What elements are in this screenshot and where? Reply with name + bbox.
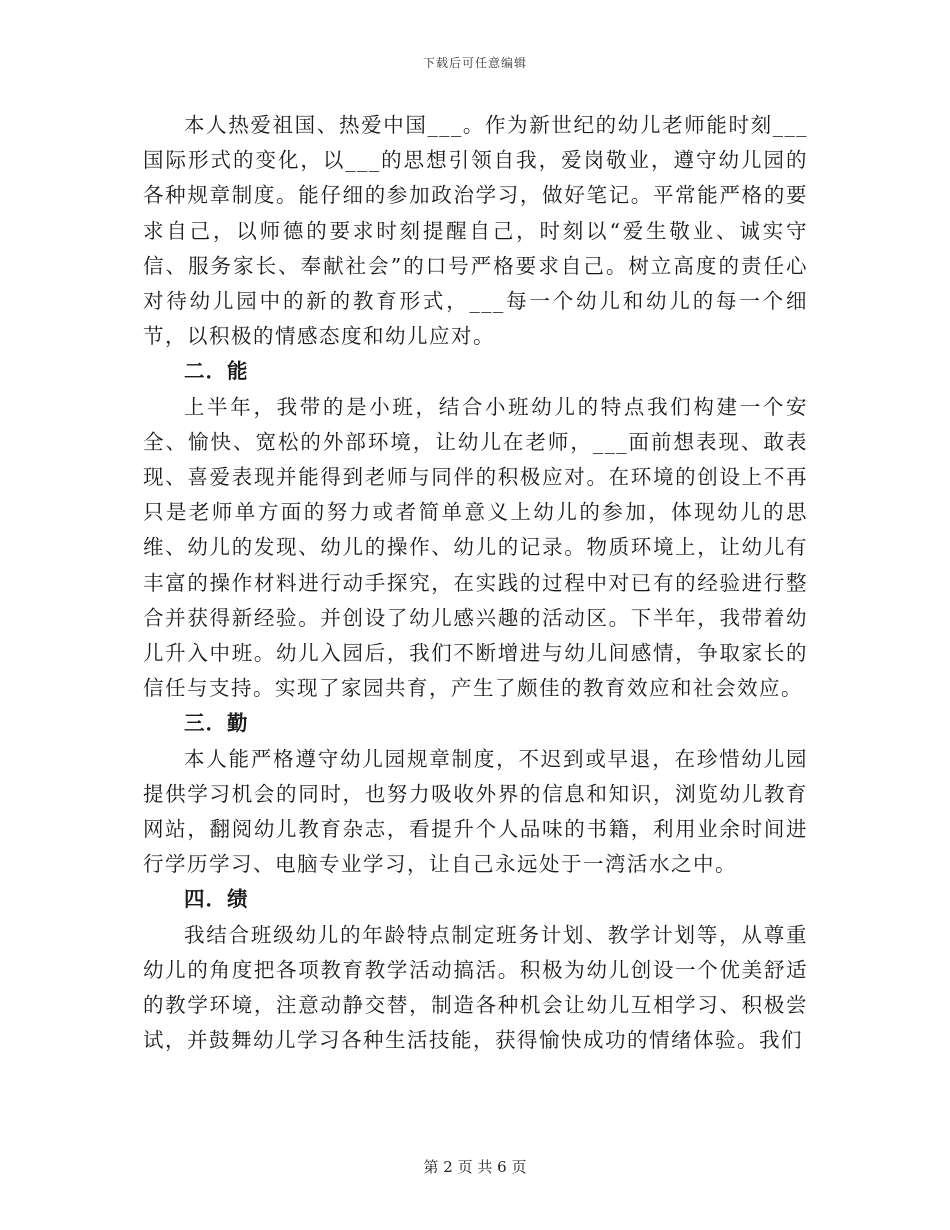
page-number: 第 2 页 共 6 页 xyxy=(423,1158,527,1176)
section-heading-neng: 二．能 xyxy=(184,359,249,384)
header-note: 下载后可任意编辑 xyxy=(422,56,527,70)
section-heading-ji: 四．绩 xyxy=(184,887,249,912)
intro-paragraph: 本人热爱祖国、热爱中国___。作为新世纪的幼儿老师能时刻___国际形式的变化，以___的思想引领自我，爱岗敬业，遵守幼儿园的各种规章制度。能仔细的参加政治学习，做好笔记。平常能严格的要求自己，以师德的要求时刻提醒自己，时刻以“爱生敬业、诚实守信、服务家长、奉献社会”的口号严格要求自己。树立高度的责任心对待幼儿园中的新的教育形式，___每一个幼儿和幼儿的每一个细节，以积极的情感态度和幼儿应对。 xyxy=(143,113,808,349)
document-body xyxy=(143,108,808,1058)
section-paragraph-qin: 本人能严格遵守幼儿园规章制度，不迟到或早退，在珍惜幼儿园提供学习机会的同时，也努力吸收外界的信息和知识，浏览幼儿教育网站，翻阅幼儿教育杂志，看提升个人品味的书籍，利用业余时间进行学历学习、电脑专业学习，让自己永远处于一湾活水之中。 xyxy=(143,746,808,877)
section-paragraph-neng: 上半年，我带的是小班，结合小班幼儿的特点我们构建一个安全、愉快、宽松的外部环境，让幼儿在老师，___面前想表现、敢表现、喜爱表现并能得到老师与同伴的积极应对。在环境的创设上不再只是老师单方面的努力或者简单意义上幼儿的参加，体现幼儿的思维、幼儿的发现、幼儿的操作、幼儿的记录。物质环境上，让幼儿有丰富的操作材料进行动手探究，在实践的过程中对已有的经验进行整合并获得新经验。并创设了幼儿感兴趣的活动区。下半年，我带着幼儿升入中班。幼儿入园后，我们不断增进与幼儿间感情，争取家长的信任与支持。实现了家园共育，产生了颇佳的教育效应和社会效应。 xyxy=(143,394,808,701)
section-paragraph-ji: 我结合班级幼儿的年龄特点制定班务计划、教学计划等，从尊重幼儿的角度把各项教育教学活动搞活。积极为幼儿创设一个优美舒适的教学环境，注意动静交替，制造各种机会让幼儿互相学习、积极尝试，并鼓舞幼儿学习各种生活技能，获得愉快成功的情绪体验。我们 xyxy=(143,922,808,1053)
section-heading-qin: 三．勤 xyxy=(184,711,249,736)
